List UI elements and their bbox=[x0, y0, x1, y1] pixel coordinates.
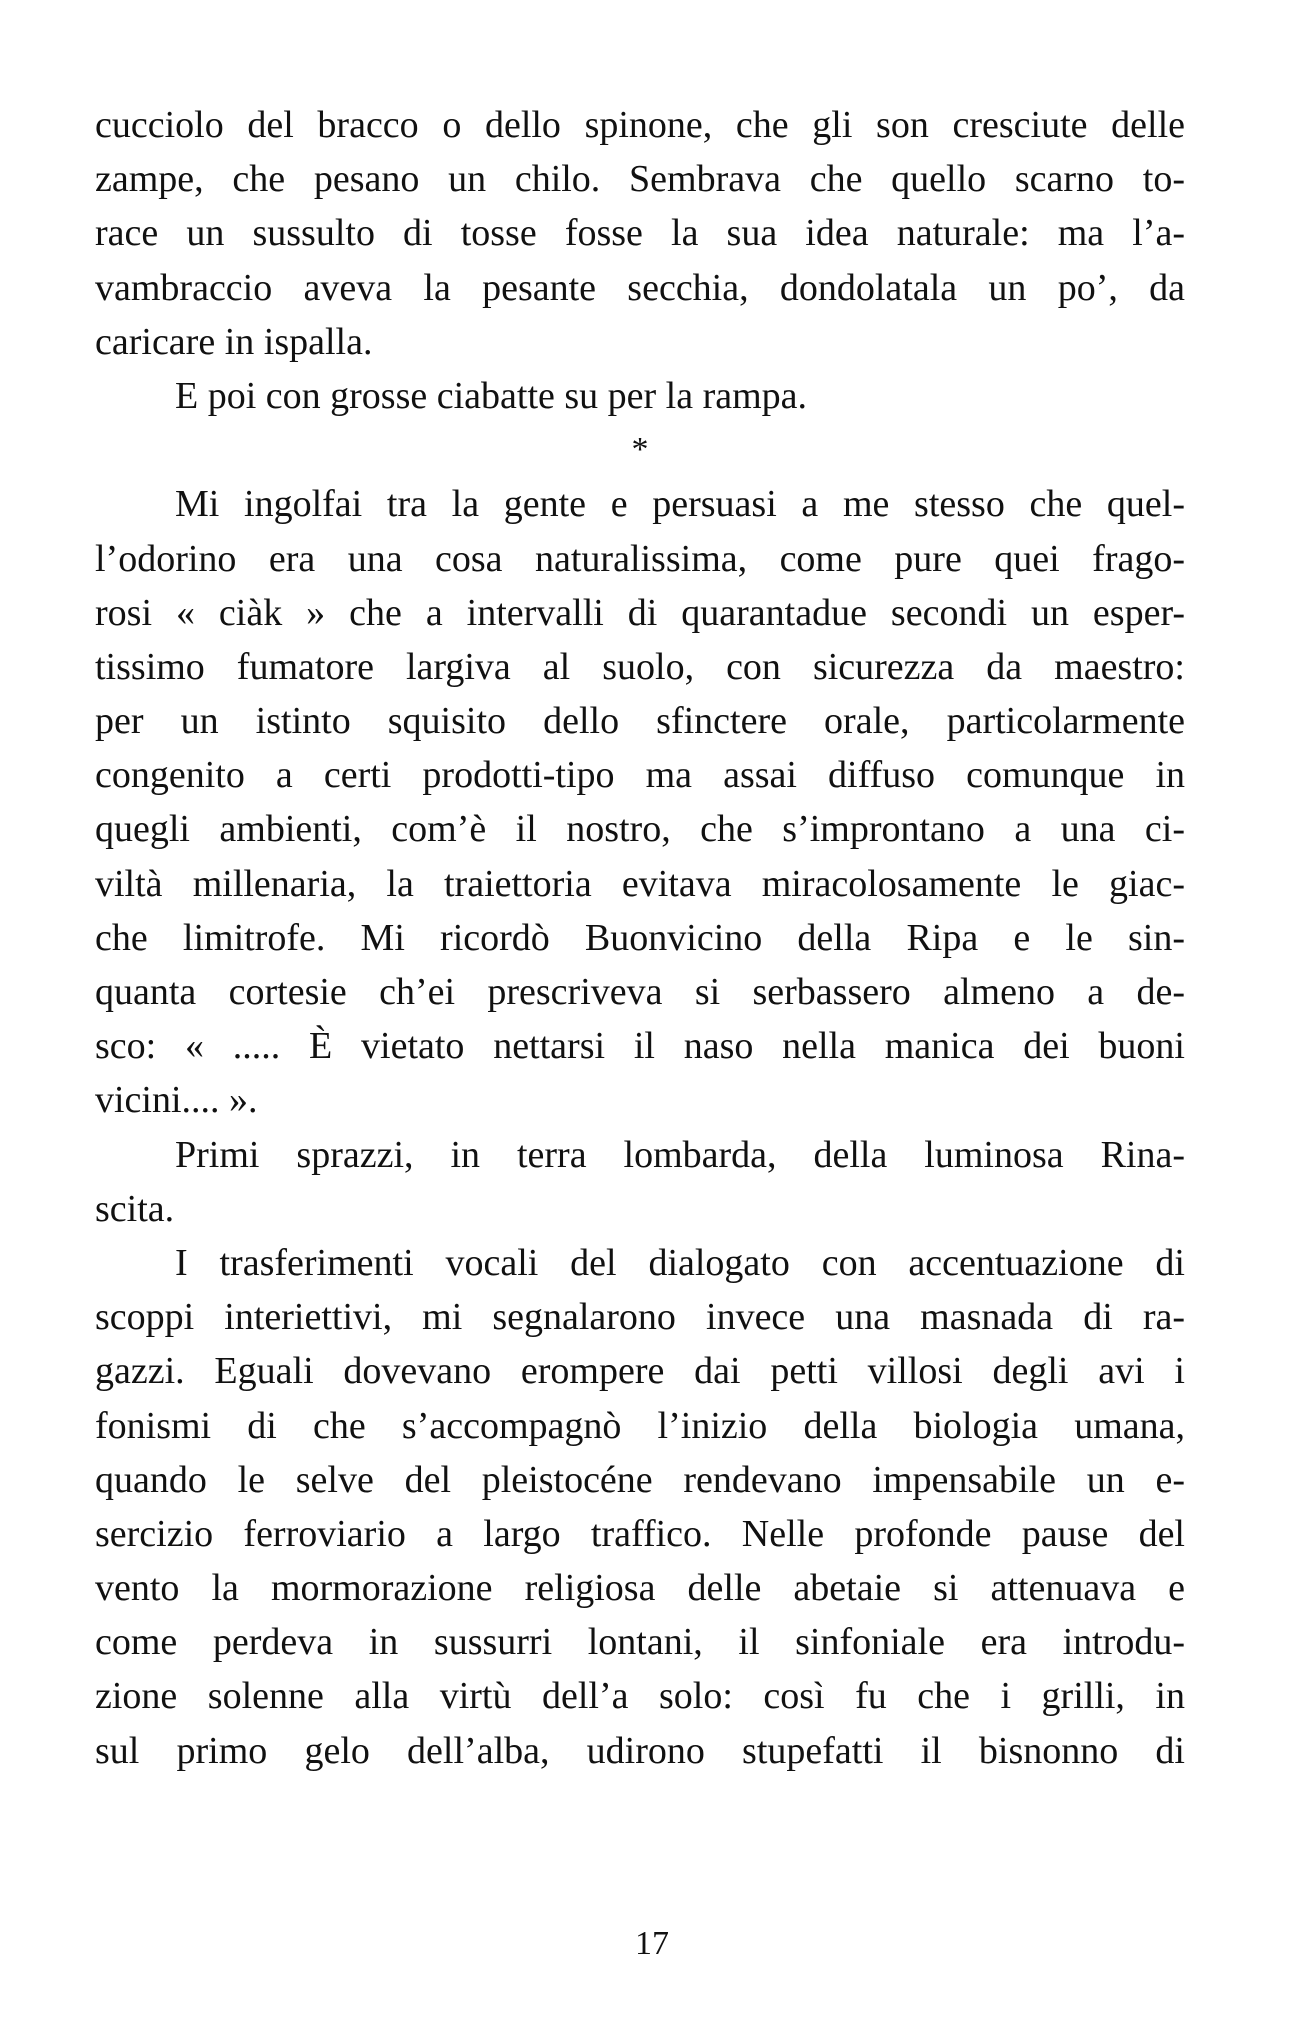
text-line: E poi con grosse ciabatte su per la rampa. bbox=[175, 374, 808, 417]
text-line: race un sussulto di tosse fosse la sua idea naturale: ma l’a- bbox=[95, 212, 1185, 255]
text-line: l’odorino era una cosa naturalissima, come pure quei frago- bbox=[95, 537, 1185, 580]
paragraph bbox=[95, 369, 1185, 423]
text-line: Primi sprazzi, in terra lombarda, della luminosa Rina- bbox=[175, 1133, 1185, 1176]
text-line: sercizio ferroviario a largo traffico. Nelle profonde pause del bbox=[95, 1512, 1185, 1555]
text-line: per un istinto squisito dello sfinctere orale, particolarmente bbox=[95, 700, 1185, 743]
section-separator: * bbox=[631, 431, 649, 469]
text-line: sul primo gelo dell’alba, udirono stupefatti il bisnonno di bbox=[95, 1729, 1185, 1772]
paragraph bbox=[95, 98, 1185, 369]
paragraph bbox=[95, 1128, 1185, 1236]
page-body bbox=[95, 98, 1185, 1778]
text-line: vambraccio aveva la pesante secchia, dondolatala un po’, da bbox=[95, 266, 1185, 309]
text-line: scita. bbox=[95, 1187, 175, 1230]
text-line: scoppi interiettivi, mi segnalarono invece una masnada di ra- bbox=[95, 1296, 1185, 1339]
text-line: cucciolo del bracco o dello spinone, che gli son cresciute delle bbox=[95, 104, 1185, 146]
page-number: 17 bbox=[635, 1925, 669, 1962]
text-line: come perdeva in sussurri lontani, il sinfoniale era introdu- bbox=[95, 1621, 1185, 1664]
text-line: viltà millenaria, la traiettoria evitava miracolosamente le giac- bbox=[95, 862, 1185, 905]
text-line: congenito a certi prodotti-tipo ma assai diffuso comunque in bbox=[95, 754, 1185, 797]
text-line: zione solenne alla virtù dell’a solo: così fu che i grilli, in bbox=[95, 1675, 1185, 1718]
text-line: rosi « ciàk » che a intervalli di quarantadue secondi un esper- bbox=[95, 591, 1185, 634]
paragraph bbox=[95, 477, 1185, 1127]
text-line: vicini.... ». bbox=[95, 1079, 258, 1122]
text-line: fonismi di che s’accompagnò l’inizio della biologia umana, bbox=[95, 1404, 1185, 1447]
text-line: zampe, che pesano un chilo. Sembrava che quello scarno to- bbox=[95, 158, 1185, 201]
text-line: quando le selve del pleistocéne rendevano impensabile un e- bbox=[95, 1458, 1185, 1501]
text-line: quegli ambienti, com’è il nostro, che s’improntano a una ci- bbox=[95, 808, 1185, 851]
text-line: Mi ingolfai tra la gente e persuasi a me stesso che quel- bbox=[175, 483, 1185, 526]
text-line: tissimo fumatore largiva al suolo, con sicurezza da maestro: bbox=[95, 645, 1185, 688]
text-line: gazzi. Eguali dovevano erompere dai petti villosi degli avi i bbox=[95, 1350, 1185, 1393]
text-line: che limitrofe. Mi ricordò Buonvicino della Ripa e le sin- bbox=[95, 916, 1185, 959]
text-line: I trasferimenti vocali del dialogato con accentuazione di bbox=[175, 1241, 1185, 1284]
text-line: caricare in ispalla. bbox=[95, 320, 373, 363]
text-line: quanta cortesie ch’ei prescriveva si serbassero almeno a de- bbox=[95, 971, 1185, 1013]
text-line: vento la mormorazione religiosa delle abetaie si attenuava e bbox=[95, 1567, 1185, 1610]
paragraph bbox=[95, 1236, 1185, 1778]
text-line: sco: « ..... È vietato nettarsi il naso nella manica dei buoni bbox=[95, 1025, 1185, 1068]
